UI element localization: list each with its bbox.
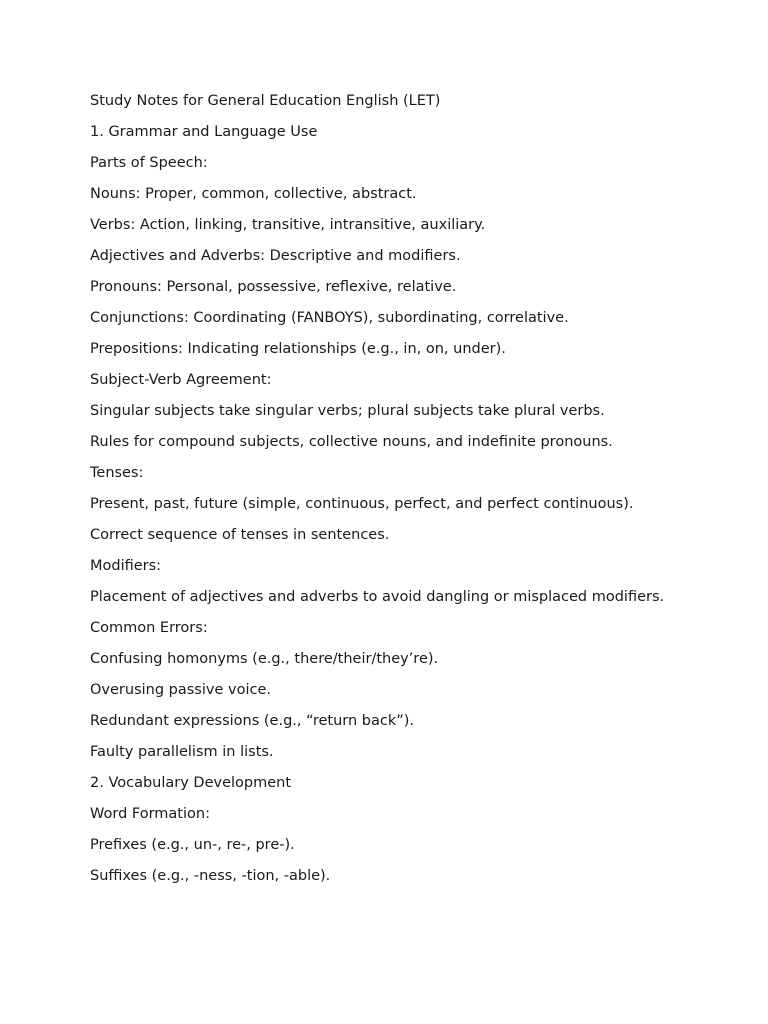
note-line: Prepositions: Indicating relationships (e.g., in, on, under). [90, 341, 506, 357]
subheading-word-formation: Word Formation: [90, 806, 210, 822]
subheading-subject-verb-agreement: Subject-Verb Agreement: [90, 372, 272, 388]
subheading-common-errors: Common Errors: [90, 620, 208, 636]
note-line: Adjectives and Adverbs: Descriptive and modifiers. [90, 248, 461, 264]
note-line: Verbs: Action, linking, transitive, intransitive, auxiliary. [90, 217, 486, 233]
note-line: Nouns: Proper, common, collective, abstract. [90, 186, 417, 202]
note-line: Faulty parallelism in lists. [90, 744, 274, 760]
subheading-parts-of-speech: Parts of Speech: [90, 155, 208, 171]
subheading-modifiers: Modifiers: [90, 558, 162, 574]
section-heading-vocabulary: 2. Vocabulary Development [90, 775, 292, 791]
note-line: Prefixes (e.g., un-, re-, pre-). [90, 837, 295, 853]
section-heading-grammar: 1. Grammar and Language Use [90, 124, 318, 140]
note-line: Confusing homonyms (e.g., there/their/they’re). [90, 651, 439, 667]
note-line: Singular subjects take singular verbs; plural subjects take plural verbs. [90, 403, 605, 419]
note-line: Placement of adjectives and adverbs to avoid dangling or misplaced modifiers. [90, 589, 665, 605]
document-body [90, 91, 670, 897]
note-line: Redundant expressions (e.g., “return back”). [90, 713, 414, 729]
note-line: Conjunctions: Coordinating (FANBOYS), subordinating, correlative. [90, 310, 569, 326]
note-line: Rules for compound subjects, collective nouns, and indefinite pronouns. [90, 434, 613, 450]
note-line: Suffixes (e.g., -ness, -tion, -able). [90, 868, 331, 884]
document-title: Study Notes for General Education English (LET) [90, 93, 441, 109]
subheading-tenses: Tenses: [90, 465, 144, 481]
note-line: Overusing passive voice. [90, 682, 271, 698]
note-line: Correct sequence of tenses in sentences. [90, 527, 390, 543]
note-line: Pronouns: Personal, possessive, reflexive, relative. [90, 279, 457, 295]
note-line: Present, past, future (simple, continuous, perfect, and perfect continuous). [90, 496, 634, 512]
